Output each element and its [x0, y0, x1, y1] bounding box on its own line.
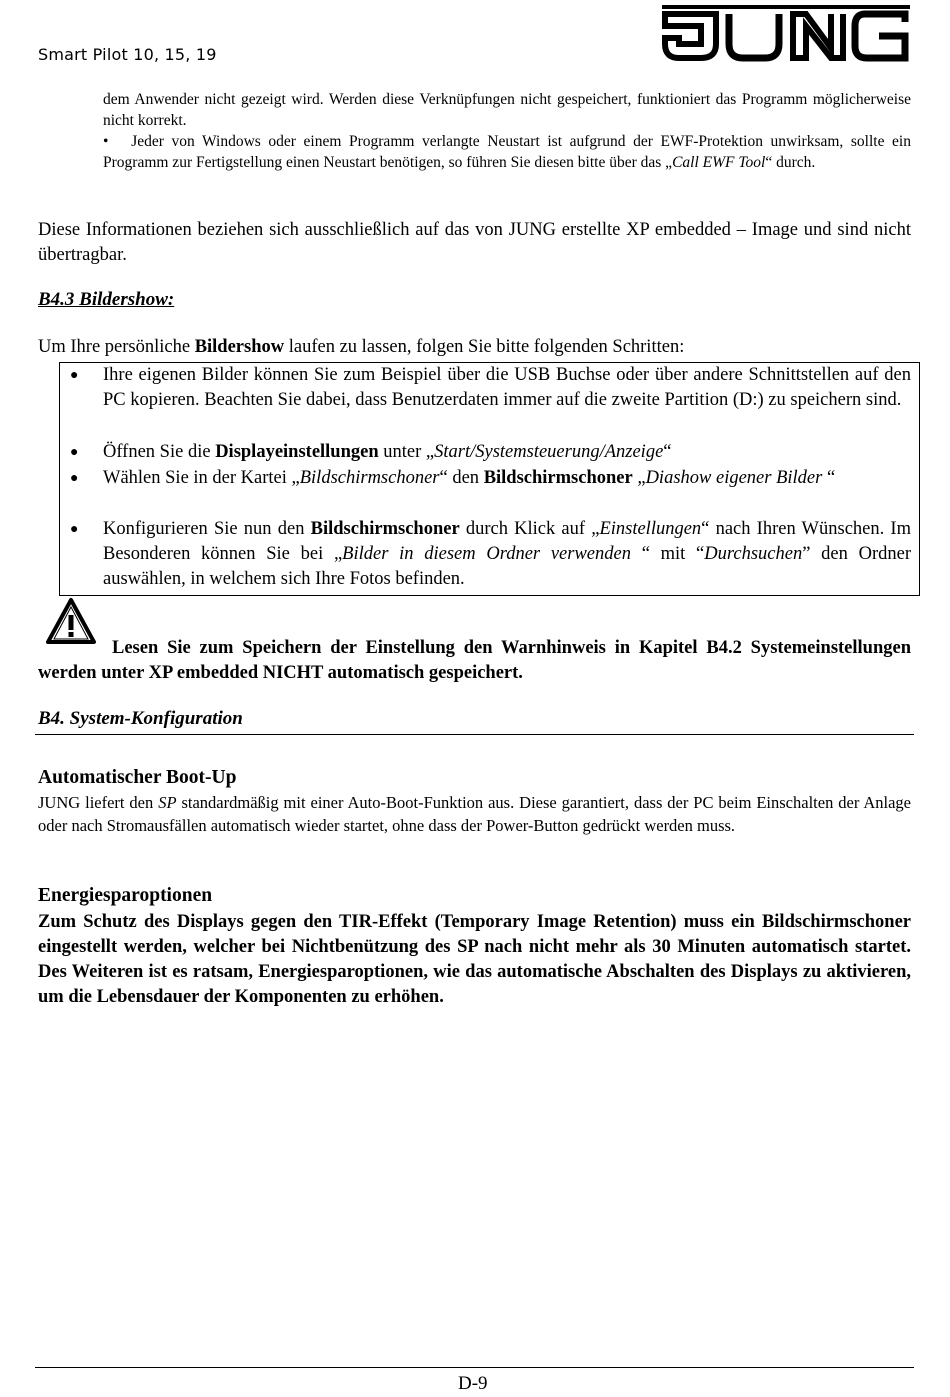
intro-paragraph: dem Anwender nicht gezeigt wird. Werden diese Verknüpfungen nicht gespeichert, funktioniert das Programm möglicherweise nicht korrekt.: [103, 91, 911, 129]
section-heading-b43: B4.3 Bildershow:: [38, 289, 175, 310]
energy-paragraph: Zum Schutz des Displays gegen den TIR-Effekt (Temporary Image Retention) muss ein Bildschirmschoner eingestellt werden, welcher bei Nichtbenützung des SP nach nicht mehr als 30 Minuten automatisch startet. Des Weiteren ist es ratsam, Energiesparoptionen, wie das automatische Abschalten des Displays zu aktivieren, um die Lebensdauer der Komponenten zu erhöhen.: [38, 912, 911, 1007]
intro-bullet: • Jeder von Windows oder einem Programm verlangte Neustart ist aufgrund der EWF-Protektion unwirksam, sollte ein Programm zur Fertigstellung einen Neustart benötigen, so führen Sie diesen bitte über das „Call EWF Tool“ durch.: [103, 133, 911, 171]
page-number: D-9: [458, 1373, 488, 1394]
boot-paragraph: JUNG liefert den SP standardmäßig mit einer Auto-Boot-Funktion aus. Diese garantiert, dass der PC beim Einschalten der Anlage oder nach Stromausfällen automatisch wieder startet, ohne dass der Power-Button gedrückt werden muss.: [38, 793, 912, 835]
jung-logo: [661, 4, 911, 62]
bullet-marker: ●: [70, 445, 79, 460]
energy-heading: Energiesparoptionen: [38, 885, 213, 906]
section-heading-b4: B4. System-Konfiguration: [38, 708, 243, 729]
document-header-title: Smart Pilot 10, 15, 19: [38, 45, 217, 64]
bullet-marker: ●: [70, 471, 79, 486]
section-divider: [35, 734, 914, 735]
bullet-marker: •: [103, 133, 132, 150]
boot-heading: Automatischer Boot-Up: [38, 767, 237, 788]
slideshow-intro: Um Ihre persönliche Bildershow laufen zu lassen, folgen Sie bitte folgenden Schritten:: [38, 337, 685, 357]
footer-divider: [35, 1367, 914, 1368]
step-4: Konfigurieren Sie nun den Bildschirmschoner durch Klick auf „Einstellungen“ nach Ihren Wünschen. Im Besonderen können Sie bei „Bilder in diesem Ordner verwenden “ mit “Durchsuchen” den Ordner auswählen, in welchem sich Ihre Fotos befinden.: [103, 519, 912, 589]
bullet-marker: ●: [70, 522, 79, 537]
step-1: Ihre eigenen Bilder können Sie zum Beispiel über die USB Buchse oder über andere Schnittstellen auf den PC kopieren. Beachten Sie dabei, dass Benutzerdaten immer auf die zweite Partition (D:) zu speichern sind.: [103, 365, 911, 410]
step-2: Öffnen Sie die Displayeinstellungen unter „Start/Systemsteuerung/Anzeige“: [103, 442, 672, 462]
step-3: Wählen Sie in der Kartei „Bildschirmschoner“ den Bildschirmschoner „Diashow eigener Bilder “: [103, 468, 836, 488]
info-paragraph: Diese Informationen beziehen sich ausschließlich auf das von JUNG erstellte XP embedded – Image und sind nicht übertragbar.: [38, 220, 911, 265]
warning-text: Lesen Sie zum Speichern der Einstellung den Warnhinweis in Kapitel B4.2 Systemeinstellungen werden unter XP embedded NICHT automatisch gespeichert.: [38, 638, 911, 683]
bullet-marker: ●: [70, 368, 79, 383]
